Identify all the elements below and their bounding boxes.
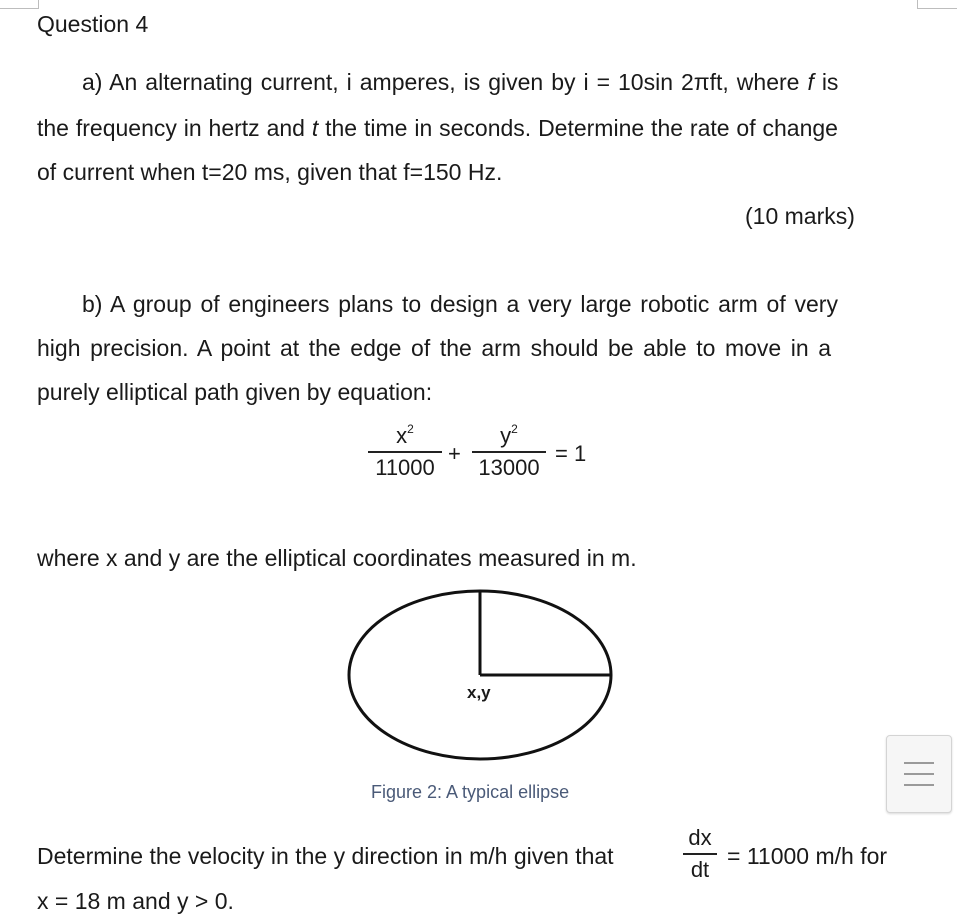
equation-plus: + (448, 441, 461, 466)
final-line-1-text: Determine the velocity in the y direction in m/h given that (37, 843, 620, 869)
part-a-line-2: the frequency in hertz and t the time in seconds. Determine the rate of change (37, 115, 838, 141)
question-title: Question 4 (37, 11, 149, 37)
fraction-dx-over-dt: dx dt (683, 826, 717, 882)
part-b-line-2: high precision. A point at the edge of the arm should be able to move in a (37, 335, 832, 361)
equation-rhs: = 1 (555, 441, 587, 466)
part-a-marks: (10 marks) (745, 203, 855, 229)
part-b-line-1: b) A group of engineers plans to design a very large robotic arm of very (82, 291, 838, 317)
part-b-line-3: purely elliptical path given by equation: (37, 379, 433, 405)
fraction-x2-over-11000: $x^2$ 11000 (368, 424, 442, 480)
page-corner-top-right (917, 0, 957, 9)
part-a-line-1: a) An alternating current, i amperes, is given by i = 10sin 2πft, where f is (82, 69, 839, 95)
final-line-1-rhs: = 11000 m/h for (727, 843, 888, 869)
part-b-coordinates-note: where x and y are the elliptical coordinates measured in m. (37, 545, 637, 571)
page-corner-top-left (0, 0, 39, 9)
menu-button[interactable] (886, 735, 952, 813)
point-label: x,y (467, 683, 491, 702)
final-line-2: x = 18 m and y > 0. (37, 888, 234, 914)
fraction-y2-over-13000: $y^2$ 13000 (472, 424, 546, 480)
figure-caption: Figure 2: A typical ellipse (371, 782, 570, 802)
part-a-line-3: of current when t=20 ms, given that f=150 Hz. (37, 159, 503, 185)
